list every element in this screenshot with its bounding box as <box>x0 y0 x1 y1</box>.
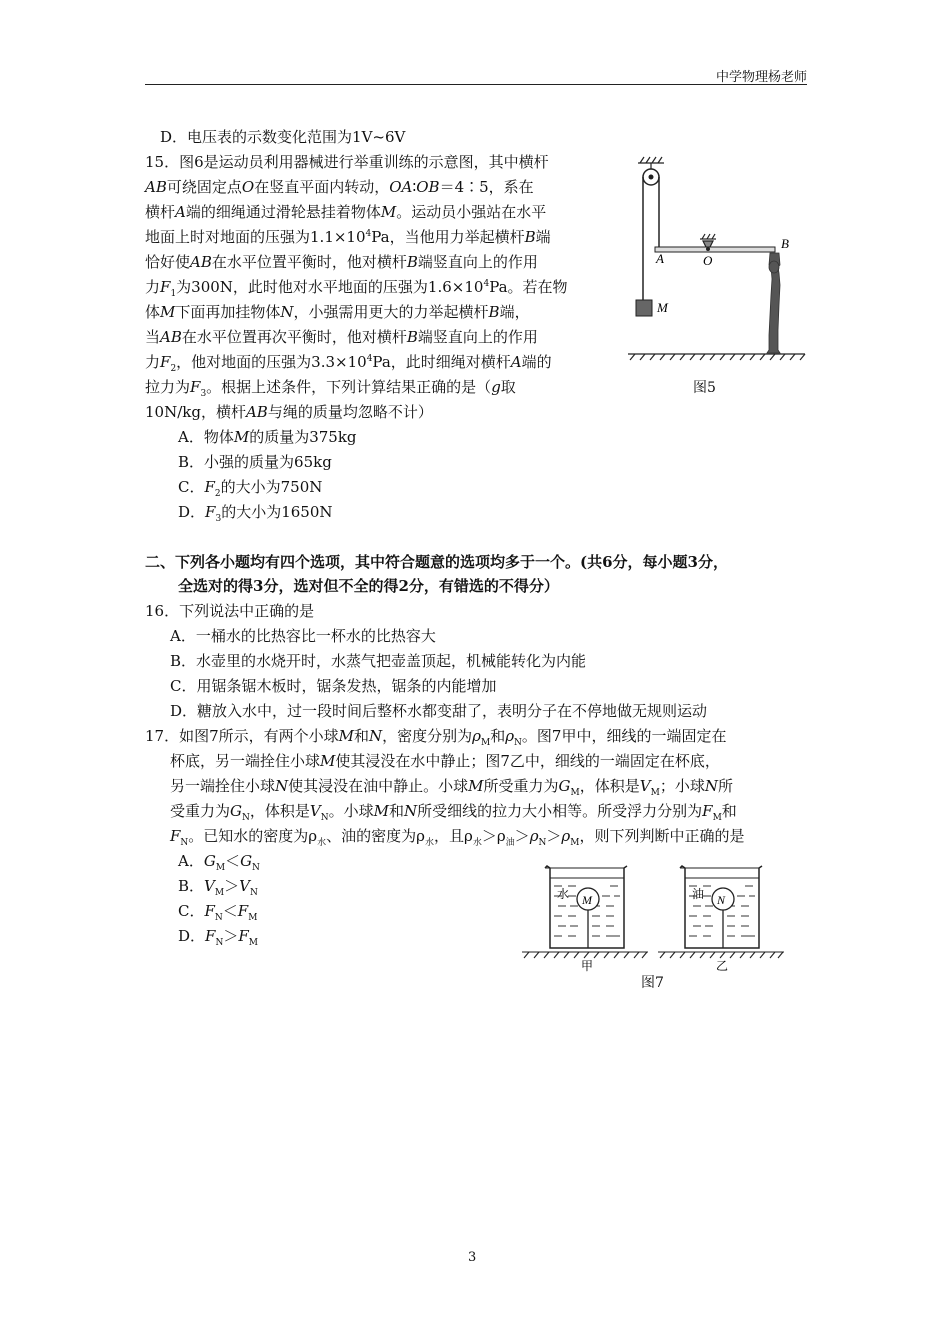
q17-line: 17．如图7所示，有两个小球M和N，密度分别为$\rho_M$和$\rho_N$。图7甲中，细线的一端固定在 <box>145 727 727 748</box>
q15-line: 当AB在水平位置再次平衡时，他对横杆B端竖直向上的作用 <box>145 328 538 346</box>
label-o: O <box>703 253 713 268</box>
label-m: M <box>657 300 668 315</box>
q17-option-d: D．$F_N>F_M$ <box>178 927 258 948</box>
lever-ab <box>655 247 775 252</box>
q15-line: 力$F_1$为300N，此时他对水平地面的压强为$1.6\times 10^4Pa$。若在物 <box>145 278 568 299</box>
beaker-right <box>680 866 762 948</box>
figure-5-lever-diagram <box>620 155 810 370</box>
figure-label-right: 乙 <box>716 959 729 973</box>
label-a: A <box>656 251 664 266</box>
figure-7-beakers <box>520 860 790 975</box>
figure-label-left: 甲 <box>581 959 594 973</box>
page-header <box>145 66 807 85</box>
q17-line: 另一端拴住小球N使其浸没在油中静止。小球M所受重力为$G_M$，体积是$V_M$；小球N所 <box>170 777 733 798</box>
section-2-heading: 二、下列各小题均有四个选项，其中符合题意的选项均多于一个。(共6分，每小题3分， <box>145 553 728 571</box>
header-title: 中学物理杨老师 <box>715 70 807 85</box>
figure-5-caption: 图5 <box>693 380 716 396</box>
q17-line: 杯底，另一端拴住小球M使其浸没在水中静止；图7乙中，细线的一端固定在杯底， <box>170 752 720 770</box>
q15-option-a: A．物体M的质量为375kg <box>178 428 357 446</box>
weight-m <box>636 300 652 316</box>
q15-option-b: B．小强的质量为65kg <box>178 453 332 471</box>
q15-line: 10N/kg，横杆AB与绳的质量均忽略不计） <box>145 403 433 421</box>
section-2-heading-cont: 全选对的得3分，选对但不全的得2分，有错选的不得分） <box>178 577 559 595</box>
beaker-left <box>545 866 627 948</box>
q17-option-c: C．$F_N<F_M$ <box>178 902 258 923</box>
ball-label-m: M <box>582 893 592 907</box>
athlete-figure <box>767 253 780 353</box>
ground <box>628 354 805 360</box>
q15-line: AB可绕固定点O在竖直平面内转动，OA∶OB＝4∶5，系在 <box>145 178 534 196</box>
q15-option-d: D．$F_3$的大小为1650N <box>178 503 333 524</box>
q15-line: 拉力为$F_3$。根据上述条件，下列计算结果正确的是（g取 <box>145 378 516 399</box>
q16-option-a: A．一桶水的比热容比一杯水的比热容大 <box>170 627 436 645</box>
pivot-o <box>706 247 710 251</box>
pulley <box>643 169 659 185</box>
q15-line: 力$F_2$，他对地面的压强为$3.3\times 10^4Pa$，此时细绳对横杆A端的 <box>145 353 552 374</box>
figure-7-caption: 图7 <box>641 975 664 991</box>
q17-option-a: A．$G_M<G_N$ <box>178 852 260 873</box>
ball-label-n: N <box>717 893 726 907</box>
liquid-label-oil: 油 <box>692 887 705 901</box>
q14-option-d: D．电压表的示数变化范围为1V~6V <box>160 128 406 146</box>
q16-stem: 16．下列说法中正确的是 <box>145 602 315 620</box>
q17-line: $F_N$。已知水的密度为$\rho_水$、油的密度为$\rho_水$，且$\rho_水>\rho_油>\rho_N>\rho_M$，则下列判断中正确的是 <box>170 827 745 848</box>
q17-option-b: B．$V_M>V_N$ <box>178 877 258 898</box>
q15-line: 体M下面再加挂物体N，小强需用更大的力举起横杆B端， <box>145 303 530 321</box>
q15-option-c: C．$F_2$的大小为750N <box>178 478 323 499</box>
liquid-label-water: 水 <box>557 887 570 901</box>
q15-line: 恰好使AB在水平位置平衡时，他对横杆B端竖直向上的作用 <box>145 253 538 271</box>
q15-line: 横杆A端的细绳通过滑轮悬挂着物体M。运动员小强站在水平 <box>145 203 547 221</box>
ground <box>522 952 784 958</box>
label-b: B <box>781 236 789 251</box>
page-number: 3 <box>468 1250 477 1265</box>
q15-line: 15．图6是运动员利用器械进行举重训练的示意图，其中横杆 <box>145 153 549 171</box>
q16-option-b: B．水壶里的水烧开时，水蒸气把壶盖顶起，机械能转化为内能 <box>170 652 587 670</box>
q16-option-d: D．糖放入水中，过一段时间后整杯水都变甜了，表明分子在不停地做无规则运动 <box>170 702 708 720</box>
q16-option-c: C．用锯条锯木板时，锯条发热，锯条的内能增加 <box>170 677 497 695</box>
q17-line: 受重力为$G_N$，体积是$V_N$。小球M和N所受细线的拉力大小相等。所受浮力分别为$F_M$和 <box>170 802 737 823</box>
q15-line: 地面上时对地面的压强为$1.1\times 10^4Pa$，当他用力举起横杆B端 <box>145 228 551 246</box>
